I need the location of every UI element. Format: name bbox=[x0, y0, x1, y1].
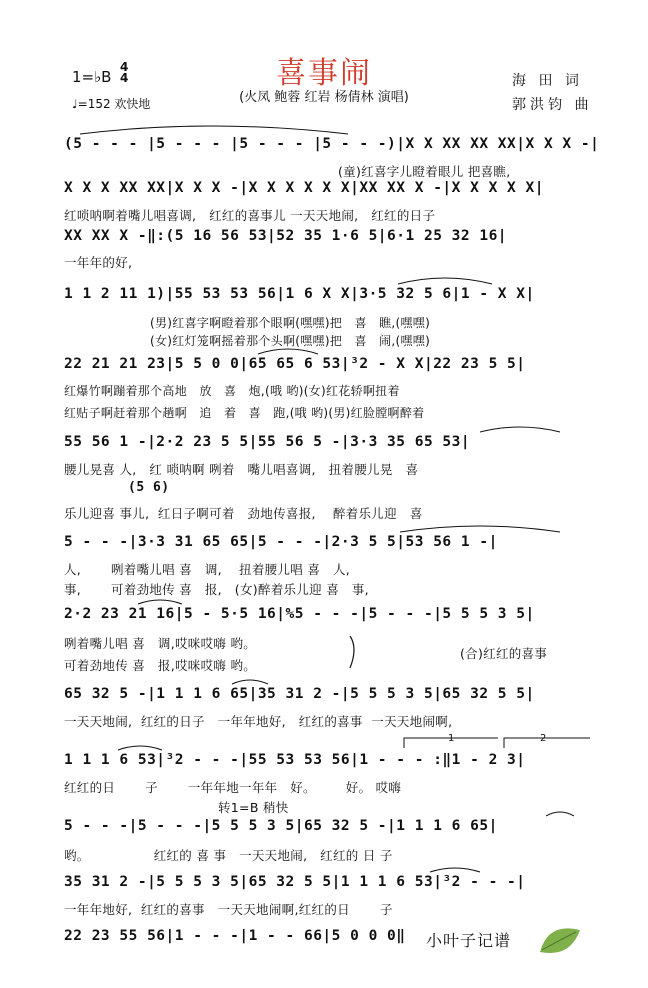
slur-line-10 bbox=[118, 746, 162, 750]
score-line-1-notes: (5 - - - |5 - - - |5 - - - |5 - - -)|X X XX XX XX|X X X -| bbox=[64, 136, 600, 152]
slur-line-4 bbox=[398, 278, 492, 284]
score-line-3-lyrics: 一年年的好, bbox=[64, 255, 133, 270]
score-line-7-notes: 5 - - -|3·3 31 65 65|5 - - -|2·3 5 5|53 56 1 -| bbox=[64, 534, 498, 550]
slur-line-7 bbox=[400, 526, 560, 532]
leaf-logo-icon bbox=[540, 928, 580, 953]
slur-line-5 bbox=[258, 349, 318, 354]
slur-line-9 bbox=[232, 680, 268, 684]
second-ending-number: 2 bbox=[540, 733, 547, 744]
score-line-11-notes: 5 - - -|5 - - -|5 5 5 3 5|65 32 5 -|1 1 1 6 65| bbox=[64, 818, 498, 834]
score-line-9-lyrics: 一天天地闹, 红红的日子 一年年地好, 红红的喜事 一天天地闹啊, bbox=[64, 714, 453, 729]
score-line-10-notes: 1 1 1 6 53|³2 - - -|55 53 53 56|1 - - - :‖1 - 2 3| bbox=[64, 752, 526, 768]
time-top: 4 bbox=[120, 60, 129, 74]
score-line-3-notes: XX XX X -‖:(5 16 56 53|52 35 1·6 5|6·1 25 32 16| bbox=[64, 228, 508, 244]
first-ending-number: 1 bbox=[448, 733, 455, 744]
slur-line-6 bbox=[480, 427, 560, 432]
score-line-8-notes: 2·2 23 21 16|5 - 5·5 16|%5 - - -|5 - - -|5 5 5 3 5| bbox=[64, 606, 535, 622]
song-title: 喜事闹 bbox=[276, 56, 372, 91]
score-line-5-lyrics-1: 红爆竹啊蹦着那个高地 放 喜 炮,(哦 哟)(女)红花轿啊扭着 bbox=[64, 384, 400, 398]
chorus-label: (合)红红的喜事 bbox=[460, 646, 548, 661]
score-line-6-lyrics-2: 乐儿迎喜 事儿, 红日子啊可着 劲地传喜报, 醉着乐儿迎 喜 bbox=[64, 506, 423, 521]
score-line-6-notes: 55 56 1 -|2·2 23 5 5|55 56 5 -|3·3 35 65 53| bbox=[64, 434, 471, 450]
slur-line-8 bbox=[138, 600, 182, 604]
key-signature: 1=♭B bbox=[72, 68, 112, 86]
score-line-4-notes: 1 1 2 11 1)|55 53 53 56|1 6 X X|3·5 32 5 6|1 - X X| bbox=[64, 286, 535, 302]
slur-line-12 bbox=[430, 868, 480, 872]
composer: 郭洪钧 曲 bbox=[512, 97, 593, 113]
score-line-7-lyrics-2: 事, 可着劲地传 喜 报, (女)醉着乐儿迎 喜 事, bbox=[64, 582, 369, 597]
modulation-marking: 转1=B 稍快 bbox=[218, 800, 289, 815]
alternate-notes: (5 6) bbox=[128, 480, 170, 495]
slur-line-11 bbox=[546, 812, 574, 816]
score-line-6-lyrics-1: 腰儿晃喜 人, 红 唢呐啊 咧着 嘴儿唱喜调, 扭着腰儿晃 喜 bbox=[64, 462, 419, 477]
score-line-10-lyrics: 红红的日 子 一年年地一年年 好。 好。 哎嗨 bbox=[64, 780, 402, 795]
score-line-2-lyrics: 红唢呐啊着嘴儿唱喜调, 红红的喜事儿 一天天地闹, 红红的日子 bbox=[64, 208, 436, 223]
score-line-12-notes: 35 31 2 -|5 5 5 3 5|65 32 5 5|1 1 1 6 53|³2 - - -| bbox=[64, 874, 526, 890]
score-line-12-lyrics: 一年年地好, 红红的喜事 一天天地闹啊,红红的日 子 bbox=[64, 902, 393, 917]
score-line-5-notes: 22 21 21 23|5 5 0 0|65 65 6 53|³2 - X X|22 23 5 5| bbox=[64, 356, 526, 372]
score-line-1-lyrics: (童)红喜字儿瞪着眼儿 把喜瞧, bbox=[338, 164, 511, 179]
score-line-4-lyrics-2: (女)红灯笼啊摇着那个头啊(嘿嘿)把 喜 闹,(嘿嘿) bbox=[150, 334, 431, 348]
score-line-11-lyrics: 哟。 红红的 喜 事 一天天地闹, 红红的 日 子 bbox=[64, 848, 393, 863]
score-line-9-notes: 65 32 5 -|1 1 1 6 65|35 31 2 -|5 5 5 3 5|65 32 5 5| bbox=[64, 686, 535, 702]
score-line-7-lyrics-1: 人, 咧着嘴儿唱 喜 调, 扭着腰儿唱 喜 人, bbox=[64, 562, 351, 577]
score-line-8-lyrics-1: 咧着嘴儿唱 喜 调,哎咪哎嗨 哟。 bbox=[64, 636, 257, 651]
slur-intro bbox=[80, 126, 348, 134]
lyricist: 海 田 词 bbox=[512, 73, 583, 89]
lyrics-brace bbox=[350, 636, 354, 668]
second-ending-bracket bbox=[504, 738, 590, 748]
score-line-8-lyrics-2: 可着劲地传 喜 报,哎咪哎嗨 哟。 bbox=[64, 658, 257, 673]
score-line-4-lyrics-1: (男)红喜字啊瞪着那个眼啊(嘿嘿)把 喜 瞧,(嘿嘿) bbox=[150, 316, 431, 330]
score-line-13-notes: 22 23 55 56|1 - - -|1 - - 66|5 0 0 0‖ bbox=[64, 928, 406, 944]
score-line-5-lyrics-2: 红贴子啊赶着那个趟啊 追 着 喜 跑,(哦 哟)(男)红脸膛啊醉着 bbox=[64, 406, 425, 420]
performers: (火凤 鲍蓉 红岩 杨倩林 演唱) bbox=[239, 90, 409, 105]
score-line-2-notes: X X X XX XX|X X X -|X X X X X X|XX XX X -|X X X X X| bbox=[64, 180, 544, 196]
first-ending-bracket bbox=[404, 738, 498, 748]
time-bottom: 4 bbox=[120, 71, 129, 85]
transcriber-logo: 小叶子记谱 bbox=[426, 931, 512, 950]
tempo-marking: ♩=152 欢快地 bbox=[72, 97, 151, 111]
